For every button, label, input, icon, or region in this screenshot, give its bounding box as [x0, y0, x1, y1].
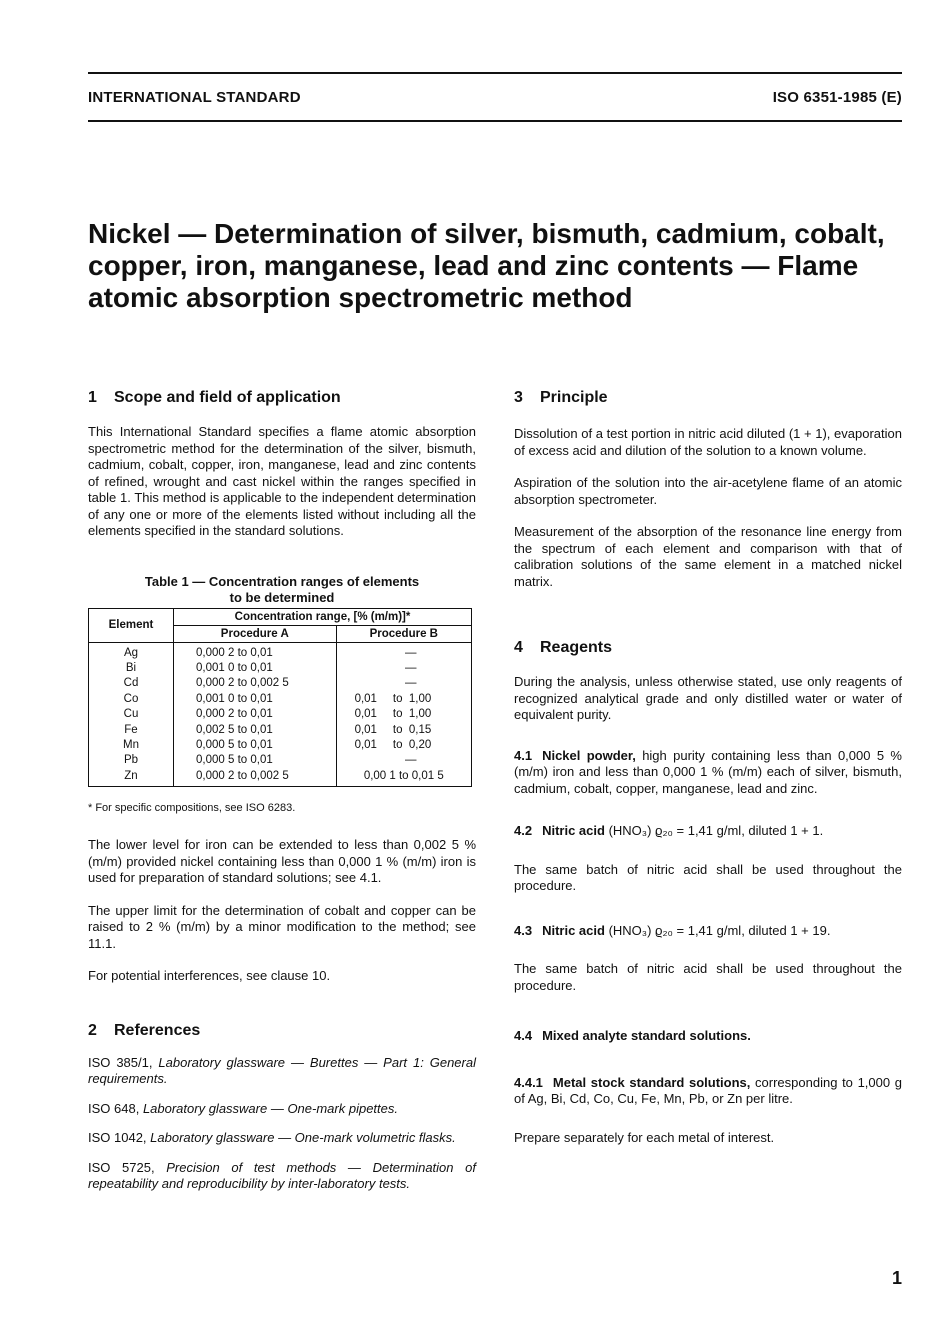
cell-procedure-a: 0,001 0 to 0,01 — [174, 661, 337, 676]
cell-procedure-b: — — [405, 677, 417, 690]
subclause-4-3 — [514, 923, 902, 940]
table-caption-line1: Table 1 — Concentration ranges of elements — [144, 573, 420, 589]
scope-paragraph: This International Standard specifies a flame atomic absorption spectrometric method for the determination of the silver, bismuth, cadmium, cobalt, copper, iron, manganese, lead and zinc contents of refined, wrought and cast nickel within the ranges specified in table 1. This method is applicable to the independent determination of any one or more of the elements listed without including all the elements specified in the standard solutions. — [88, 424, 476, 538]
col-header-element: Element — [89, 608, 174, 642]
reference-item — [88, 1055, 476, 1088]
subclause-4-4-1 — [514, 1075, 902, 1108]
cell-procedure-a: 0,000 2 to 0,002 5 — [174, 769, 337, 787]
cell-procedure-a: 0,000 2 to 0,01 — [174, 707, 337, 722]
section-4-heading — [514, 638, 902, 658]
reference-title: Laboratory glassware — One-mark pipettes. — [142, 1100, 398, 1116]
table-row — [89, 642, 472, 661]
cell-procedure-b: 0,00 1 to 0,01 5 — [336, 769, 471, 787]
subclause-number: 4.4.1 — [514, 1074, 543, 1090]
iron-level-paragraph: The lower level for iron can be extended to less than 0,002 5 % (m/m) provided nickel containing less than 0,000 1 % (m/m) iron is used for preparation of standard solutions; see 4.1. — [88, 837, 476, 886]
subclause-4-4 — [514, 1028, 902, 1045]
section-3-number: 3 — [514, 389, 523, 406]
cell-procedure-b: — — [405, 754, 417, 767]
reference-item — [88, 1160, 476, 1193]
cell-procedure-a: 0,000 5 to 0,01 — [174, 753, 337, 768]
reference-id: ISO 648, — [88, 1100, 140, 1116]
table-row — [89, 769, 472, 787]
document-title: Nickel — Determination of silver, bismuth, cadmium, cobalt, copper, iron, manganese, lead and zinc contents — Flame atomic absorption spectrometric method — [88, 218, 885, 313]
reference-id: ISO 5725, — [88, 1159, 155, 1175]
col-header-group: Concentration range, [% (m/m)]* — [174, 608, 472, 625]
cell-procedure-b: 0,01 to 0,15 — [336, 723, 471, 738]
table-1-caption — [88, 574, 476, 606]
header-standard-type: INTERNATIONAL STANDARD — [88, 89, 301, 106]
table-footnote: * For specific compositions, see ISO 6283. — [88, 802, 296, 815]
reference-id: ISO 385/1, — [88, 1054, 153, 1070]
section-3-title: Principle — [540, 389, 608, 406]
cell-element: Mn — [89, 738, 174, 753]
section-4-number: 4 — [514, 639, 523, 656]
cell-procedure-b: 0,01 to 0,20 — [336, 738, 471, 753]
reference-title: Laboratory glassware — One-mark volumetric flasks. — [150, 1130, 456, 1146]
reference-item — [88, 1101, 476, 1118]
subclause-number: 4.2 — [514, 823, 533, 838]
subclause-text: (HNO₃) ϱ₂₀ = 1,41 g/ml, diluted 1 + 1. — [608, 823, 824, 838]
header-standard-number: ISO 6351-1985 (E) — [772, 89, 902, 106]
right-column — [514, 388, 902, 1146]
cell-element: Fe — [89, 723, 174, 738]
table-row — [89, 661, 472, 676]
section-3-heading — [514, 388, 902, 408]
principle-paragraph-2: Aspiration of the solution into the air-acetylene flame of an atomic absorption spectrometer. — [514, 475, 902, 507]
table-row — [89, 692, 472, 707]
cell-element: Co — [89, 692, 174, 707]
col-header-procedure-b: Procedure B — [336, 625, 471, 642]
section-4-title: Reagents — [540, 639, 613, 656]
subclause-number: 4.4 — [514, 1028, 533, 1043]
table-row — [89, 738, 472, 753]
cell-element: Cu — [89, 707, 174, 722]
subclause-title: Nickel powder, — [542, 747, 636, 763]
table-row — [89, 707, 472, 722]
reference-title: Precision of test methods — Determination of repeatability and reproducibility by inter-laboratory tests. — [88, 1159, 476, 1192]
subclause-text: high purity containing less than 0,000 5 % (m/m) iron and less than 0,000 1 % (m/m) each of silver, bismuth, cadmium, cobalt, copper, manganese, lead and zinc. — [514, 747, 902, 796]
cobalt-copper-paragraph: The upper limit for the determination of cobalt and copper can be raised to 2 % (m/m) by a minor modification to the method; see 11.1. — [88, 902, 476, 951]
section-1-number: 1 — [88, 389, 97, 406]
table-caption-line2: to be determined — [229, 589, 335, 605]
cell-procedure-b: — — [405, 661, 417, 674]
subclause-4-3-note: The same batch of nitric acid shall be used throughout the procedure. — [514, 961, 902, 993]
header-rule-bottom — [88, 120, 902, 122]
reference-id: ISO 1042, — [88, 1130, 147, 1146]
table-row — [89, 723, 472, 738]
cell-procedure-a: 0,002 5 to 0,01 — [174, 723, 337, 738]
cell-element: Pb — [89, 753, 174, 768]
subclause-4-4-1-note: Prepare separately for each metal of interest. — [514, 1129, 775, 1145]
section-1-heading — [88, 388, 476, 408]
principle-paragraph-3: Measurement of the absorption of the resonance line energy from the spectrum of each element and comparison with that of calibration solutions of the same element in a matched nickel matrix. — [514, 524, 902, 589]
col-header-procedure-a: Procedure A — [174, 625, 337, 642]
subclause-title: Metal stock standard solutions, — [552, 1074, 751, 1090]
subclause-4-2-note: The same batch of nitric acid shall be used throughout the procedure. — [514, 861, 902, 893]
cell-procedure-b: — — [405, 646, 417, 659]
cell-element: Cd — [89, 676, 174, 691]
left-column — [88, 388, 476, 1193]
cell-procedure-b: 0,01 to 1,00 — [336, 707, 471, 722]
principle-paragraph-1: Dissolution of a test portion in nitric acid diluted (1 + 1), evaporation of excess acid and dilution of the solution to a known volume. — [514, 426, 902, 458]
subclause-4-2 — [514, 823, 902, 840]
cell-element: Bi — [89, 661, 174, 676]
cell-procedure-a: 0,000 5 to 0,01 — [174, 738, 337, 753]
subclause-text: (HNO₃) ϱ₂₀ = 1,41 g/ml, diluted 1 + 19. — [608, 922, 831, 938]
interferences-paragraph: For potential interferences, see clause 10. — [88, 968, 331, 984]
subclause-title: Nitric acid — [542, 922, 605, 938]
section-2-title: References — [114, 1021, 201, 1039]
reference-item — [88, 1130, 476, 1147]
section-2-number: 2 — [88, 1021, 97, 1039]
section-2-heading — [88, 1021, 476, 1041]
subclause-text: corresponding to 1,000 g of Ag, Bi, Cd, Co, Cu, Fe, Mn, Pb, or Zn per litre. — [514, 1074, 902, 1106]
cell-procedure-b: 0,01 to 1,00 — [336, 692, 471, 707]
table-row — [89, 676, 472, 691]
subclause-title: Nitric acid — [542, 823, 605, 838]
cell-procedure-a: 0,000 2 to 0,01 — [174, 642, 337, 661]
subclause-number: 4.1 — [514, 747, 533, 763]
cell-procedure-a: 0,001 0 to 0,01 — [174, 692, 337, 707]
subclause-number: 4.3 — [514, 922, 533, 938]
reagents-intro: During the analysis, unless otherwise stated, use only reagents of recognized analytical grade and only distilled water or water of equivalent purity. — [514, 674, 902, 722]
subclause-4-1 — [514, 748, 902, 798]
cell-element: Zn — [89, 769, 174, 787]
cell-element: Ag — [89, 642, 174, 661]
section-1-title: Scope and field of application — [114, 389, 341, 406]
header-rule-top — [88, 72, 902, 74]
concentration-table — [88, 608, 472, 788]
reference-title: Laboratory glassware — Burettes — Part 1: General requirements. — [88, 1054, 476, 1087]
page-number: 1 — [891, 1268, 902, 1288]
subclause-title: Mixed analyte standard solutions. — [542, 1028, 751, 1043]
table-row — [89, 753, 472, 768]
cell-procedure-a: 0,000 2 to 0,002 5 — [174, 676, 337, 691]
